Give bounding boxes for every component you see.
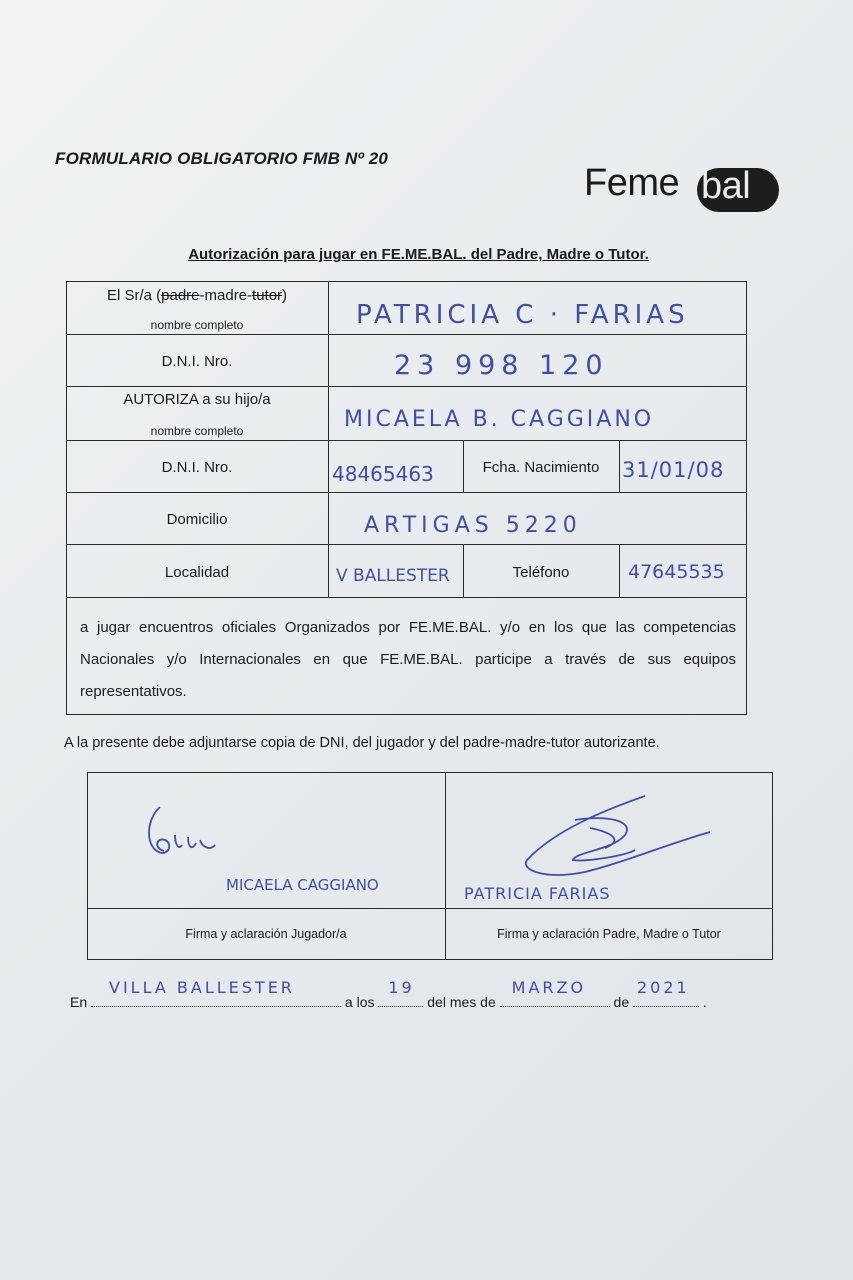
guardian-signature-icon	[515, 790, 725, 890]
place-field[interactable]: VILLA BALLESTER	[91, 992, 341, 1007]
locality-label: Localidad	[164, 564, 230, 581]
child-dni-value[interactable]: 48465463	[332, 462, 434, 486]
player-signature-icon	[140, 795, 230, 865]
child-name-sublabel: nombre completo	[150, 424, 244, 438]
phone-value[interactable]: 47645535	[628, 561, 725, 583]
address-label: Domicilio	[166, 511, 228, 528]
femebal-logo	[584, 160, 784, 216]
logo-text-left: Feme	[584, 162, 680, 204]
month-field[interactable]: MARZO	[500, 992, 610, 1007]
guardian-name-value[interactable]: PATRICIA C · FARIAS	[356, 300, 689, 330]
guardian-signature-label: Firma y aclaración Padre, Madre o Tutor	[497, 927, 721, 941]
locality-value[interactable]: V BALLESTER	[336, 566, 450, 586]
form-title: FORMULARIO OBLIGATORIO FMB Nº 20	[55, 149, 389, 168]
logo-pill	[697, 165, 779, 212]
player-printed-name: MICAELA CAGGIANO	[226, 876, 379, 894]
attachment-note: A la presente debe adjuntarse copia de DNI, del jugador y del padre-madre-tutor autorizante.	[64, 735, 660, 751]
birthdate-label: Fcha. Nacimiento	[482, 459, 600, 476]
address-value[interactable]: ARTIGAS 5220	[364, 513, 582, 538]
form-subtitle: Autorización para jugar en FE.ME.BAL. del Padre, Madre o Tutor.	[188, 246, 649, 263]
child-authorize-label: AUTORIZA a su hijo/a	[123, 391, 271, 408]
logo-text-right: bal	[701, 165, 751, 207]
child-name-value[interactable]: MICAELA B. CAGGIANO	[344, 407, 655, 432]
player-signature-label: Firma y aclaración Jugador/a	[185, 927, 347, 941]
guardian-name-label: El Sr/a (padre-madre-tutor)	[106, 287, 288, 304]
phone-label: Teléfono	[512, 564, 570, 581]
place-date-line: En VILLA BALLESTER a los 19 del mes de MARZO de 2021 .	[70, 978, 707, 1010]
child-dni-label: D.N.I. Nro.	[161, 459, 233, 476]
authorization-text: a jugar encuentros oficiales Organizados por FE.ME.BAL. y/o en los que las competencias Nacionales y/o Internacionales en que FE.ME.BAL. participe a través de sus equipos representativos.	[80, 619, 736, 700]
year-field[interactable]: 2021	[633, 992, 699, 1007]
guardian-dni-label: D.N.I. Nro.	[161, 353, 233, 370]
guardian-dni-value[interactable]: 23 998 120	[394, 350, 609, 381]
day-field[interactable]: 19	[378, 992, 423, 1007]
birthdate-value[interactable]: 31/01/08	[622, 458, 725, 482]
guardian-printed-name: PATRICIA FARIAS	[464, 884, 611, 903]
guardian-name-sublabel: nombre completo	[150, 318, 244, 332]
